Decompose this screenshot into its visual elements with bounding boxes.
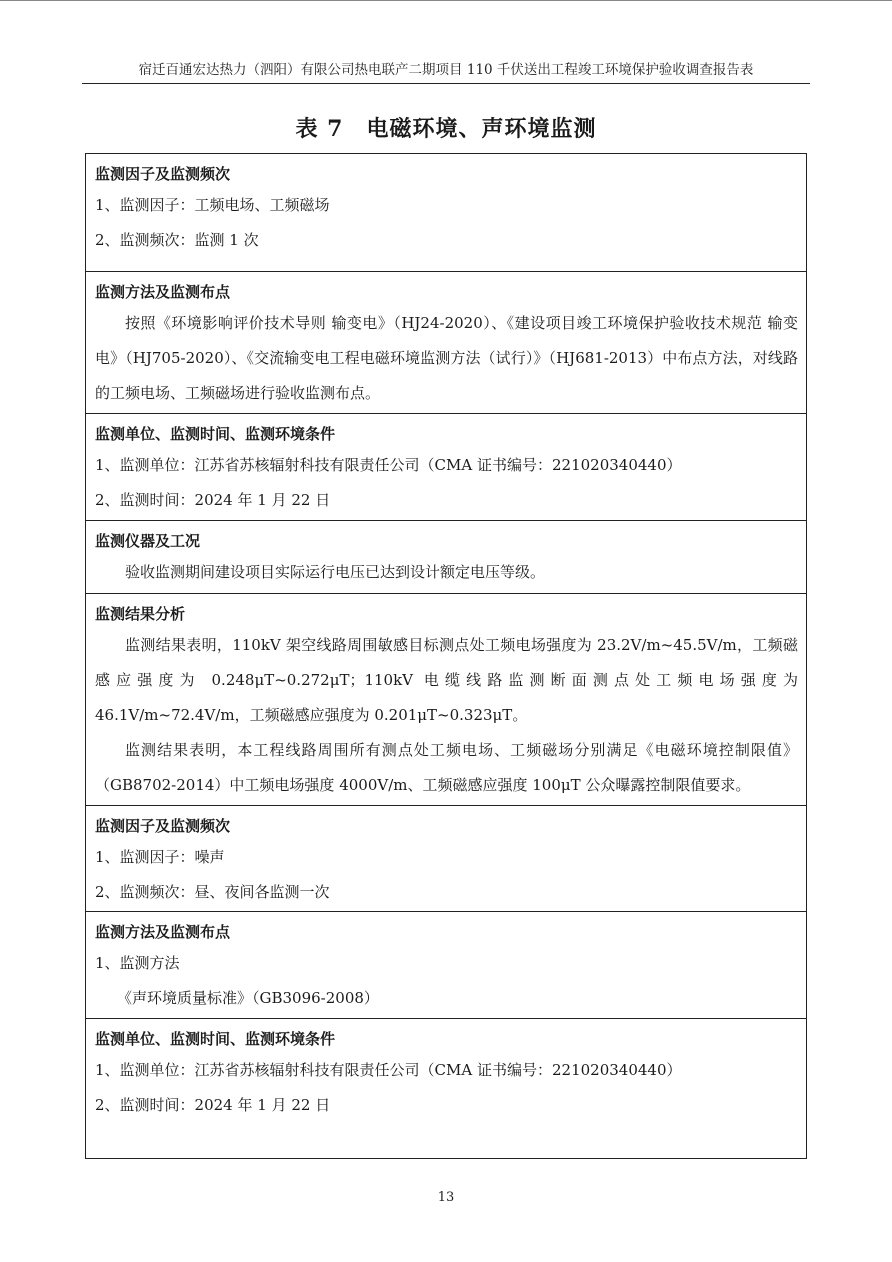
section-line: 2、监测频次：监测 1 次 <box>95 231 259 249</box>
page-top-border <box>0 0 892 1</box>
section-em-unit-time <box>86 413 806 520</box>
section-heading: 监测仪器及工况 <box>95 532 201 550</box>
section-heading: 监测因子及监测频次 <box>95 165 231 183</box>
section-paragraph: 按照《环境影响评价技术导则 输变电》（HJ24-2020）、《建设项目竣工环境保护验收技术规范 输变电》（HJ705-2020）、《交流输变电工程电磁环境监测方法（试行）》（HJ681-2013）中布点方法，对线路的工频电场、工频磁场进行验收监测布点。 <box>95 314 798 402</box>
header-rule <box>82 83 810 84</box>
section-em-method-points <box>86 271 806 413</box>
section-heading: 监测单位、监测时间、监测环境条件 <box>95 1030 336 1048</box>
section-heading: 监测结果分析 <box>95 605 186 623</box>
section-heading: 监测方法及监测布点 <box>95 283 231 301</box>
section-em-factors-frequency <box>86 154 806 271</box>
monitoring-table <box>85 153 807 1159</box>
section-noise-method-points <box>86 911 806 1018</box>
section-heading: 监测因子及监测频次 <box>95 817 231 835</box>
section-heading: 监测方法及监测布点 <box>95 923 231 941</box>
section-paragraph: 验收监测期间建设项目实际运行电压已达到设计额定电压等级。 <box>125 563 546 581</box>
section-line: 2、监测频次：昼、夜间各监测一次 <box>95 883 330 901</box>
section-results-analysis <box>86 593 806 805</box>
page-number: 13 <box>437 1190 455 1205</box>
section-line: 《声环境质量标准》（GB3096-2008） <box>117 989 379 1007</box>
section-paragraph: 监测结果表明，110kV 架空线路周围敏感目标测点处工频电场强度为 23.2V/m~45.5V/m，工频磁感应强度为 0.248μT~0.272μT；110kV 电缆线路监测断面测点处工频电场强度为 46.1V/m~72.4V/m，工频磁感应强度为 0.201μT~0.323μT。 <box>95 636 798 724</box>
section-line: 2、监测时间：2024 年 1 月 22 日 <box>95 491 331 509</box>
section-noise-factors-frequency <box>86 805 806 911</box>
section-line: 2、监测时间：2024 年 1 月 22 日 <box>95 1096 331 1114</box>
running-header: 宿迁百通宏达热力（泗阳）有限公司热电联产二期项目 110 千伏送出工程竣工环境保护验收调查报告表 <box>138 62 754 78</box>
section-line: 1、监测因子：工频电场、工频磁场 <box>95 196 330 214</box>
section-line: 1、监测方法 <box>95 954 180 972</box>
page-title: 表 7 电磁环境、声环境监测 <box>295 116 597 142</box>
section-line: 1、监测单位：江苏省苏核辐射科技有限责任公司（CMA 证书编号：221020340440） <box>95 456 682 474</box>
section-paragraph: 监测结果表明，本工程线路周围所有测点处工频电场、工频磁场分别满足《电磁环境控制限值》（GB8702-2014）中工频电场强度 4000V/m、工频磁感应强度 100μT 公众曝露控制限值要求。 <box>95 741 798 794</box>
section-noise-unit-time <box>86 1018 806 1158</box>
section-instrument-condition <box>86 520 806 593</box>
section-line: 1、监测因子：噪声 <box>95 848 225 866</box>
section-heading: 监测单位、监测时间、监测环境条件 <box>95 425 336 443</box>
section-line: 1、监测单位：江苏省苏核辐射科技有限责任公司（CMA 证书编号：221020340440） <box>95 1061 682 1079</box>
